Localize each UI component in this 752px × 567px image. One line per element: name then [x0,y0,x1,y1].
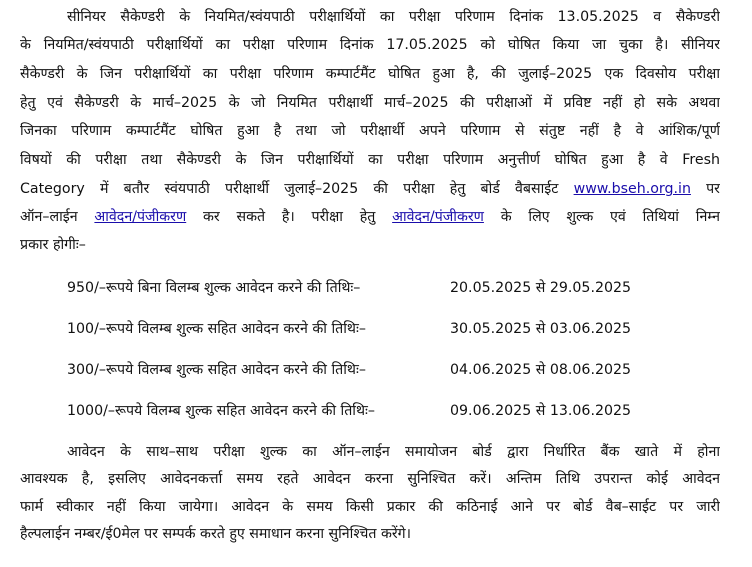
intro-line-8-b: कर सकते है। परीक्षा हेतु [186,209,393,225]
intro-line-7 [20,178,720,200]
intro-line-3: सैकेण्डरी के जिन परीक्षार्थियों का परीक्षा परिणाम कम्पार्टमैंट घोषित हुआ है, की जुलाई–2025 एक दिवसोय परीक्षा [20,66,720,82]
fee-label: 100/–रूपये विलम्ब शुल्क सहित आवेदन करने की तिथिः– [67,321,366,337]
apply-registration-link-1[interactable]: आवेदन/पंजीकरण [94,209,187,225]
fee-row [67,359,632,381]
intro-line-1: सीनियर सैकेण्डरी के नियमित/स्वंयपाठी परीक्षार्थियों का परीक्षा परिणाम दिनांक 13.05.2025 व सैकेण्डरी [67,9,720,25]
closing-line-3: फार्म स्वीकार नहीं किया जायेगा। आवेदन के समय किसी प्रकार की कठिनाई आने पर बोर्ड वैब–साईट पर जारी [20,499,720,515]
intro-line-8-a: ऑन–लाईन [20,209,95,225]
closing-line-1: आवेदन के साथ–साथ परीक्षा शुल्क का ऑन–लाईन समायोजन बोर्ड द्वारा निर्धारित बैंक खाते में होना [67,444,720,460]
fee-dates: 30.05.2025 से 03.06.2025 [450,321,632,337]
intro-line-6: विषयों की परीक्षा तथा सैकेण्डरी के जिन परीक्षार्थियों का परीक्षा परिणाम अनुत्तीर्ण घोषित हुआ है वे Fresh [20,152,720,168]
intro-line-7-end: पर [690,181,720,197]
fee-label: 950/–रूपये बिना विलम्ब शुल्क आवेदन करने की तिथिः– [67,280,361,296]
intro-line-2: के नियमित/स्वंयपाठी परीक्षार्थियों का परीक्षा परिणाम दिनांक 17.05.2025 को घोषित किया जा चुका है। सीनियर [20,37,720,53]
fee-label: 1000/–रूपये विलम्ब शुल्क सहित आवेदन करने की तिथिः– [67,403,375,419]
fee-label: 300/–रूपये विलम्ब शुल्क सहित आवेदन करने की तिथिः– [67,362,366,378]
intro-line-4: हेतु एवं सैकेण्डरी के मार्च–2025 के जो नियमित परीक्षार्थी मार्च–2025 की परीक्षाओं में प्रविष्ट नहीं हो सके अथवा [20,95,720,111]
intro-line-7-text: Category में बतौर स्वंयपाठी परीक्षार्थी जुलाई–2025 की परीक्षा हेतु बोर्ड वैबसाईट [20,181,574,197]
fee-dates: 09.06.2025 से 13.06.2025 [450,403,632,419]
closing-line-4: हैल्पलाईन नम्बर/ई0मेल पर सम्पर्क करते हुए समाधान करना सुनिश्चित करेंगे। [20,526,412,542]
apply-registration-link-2[interactable]: आवेदन/पंजीकरण [392,209,484,225]
fee-row [67,318,632,340]
board-website-link[interactable]: www.bseh.org.in [573,181,691,197]
fee-dates: 04.06.2025 से 08.06.2025 [450,362,632,378]
intro-line-8-c: के लिए शुल्क एवं तिथियां निम्न [483,209,720,225]
closing-line-2: आवश्यक है, इसलिए आवेदनकर्त्ता समय रहते आवेदन करना सुनिश्चित करें। अन्तिम तिथि उपरान्त कोई आवेदन [20,471,720,487]
fee-row [67,400,632,422]
intro-line-5: जिनका परिणाम कम्पार्टमैंट घोषित हुआ है तथा जो परीक्षार्थी अपने परिणाम से संतुष्ट नहीं है वे आंशिक/पूर्ण [20,123,720,139]
intro-line-9: प्रकार होगीः– [20,237,86,253]
intro-line-8 [20,206,720,228]
fee-dates: 20.05.2025 से 29.05.2025 [450,280,632,296]
fee-row [67,277,632,299]
